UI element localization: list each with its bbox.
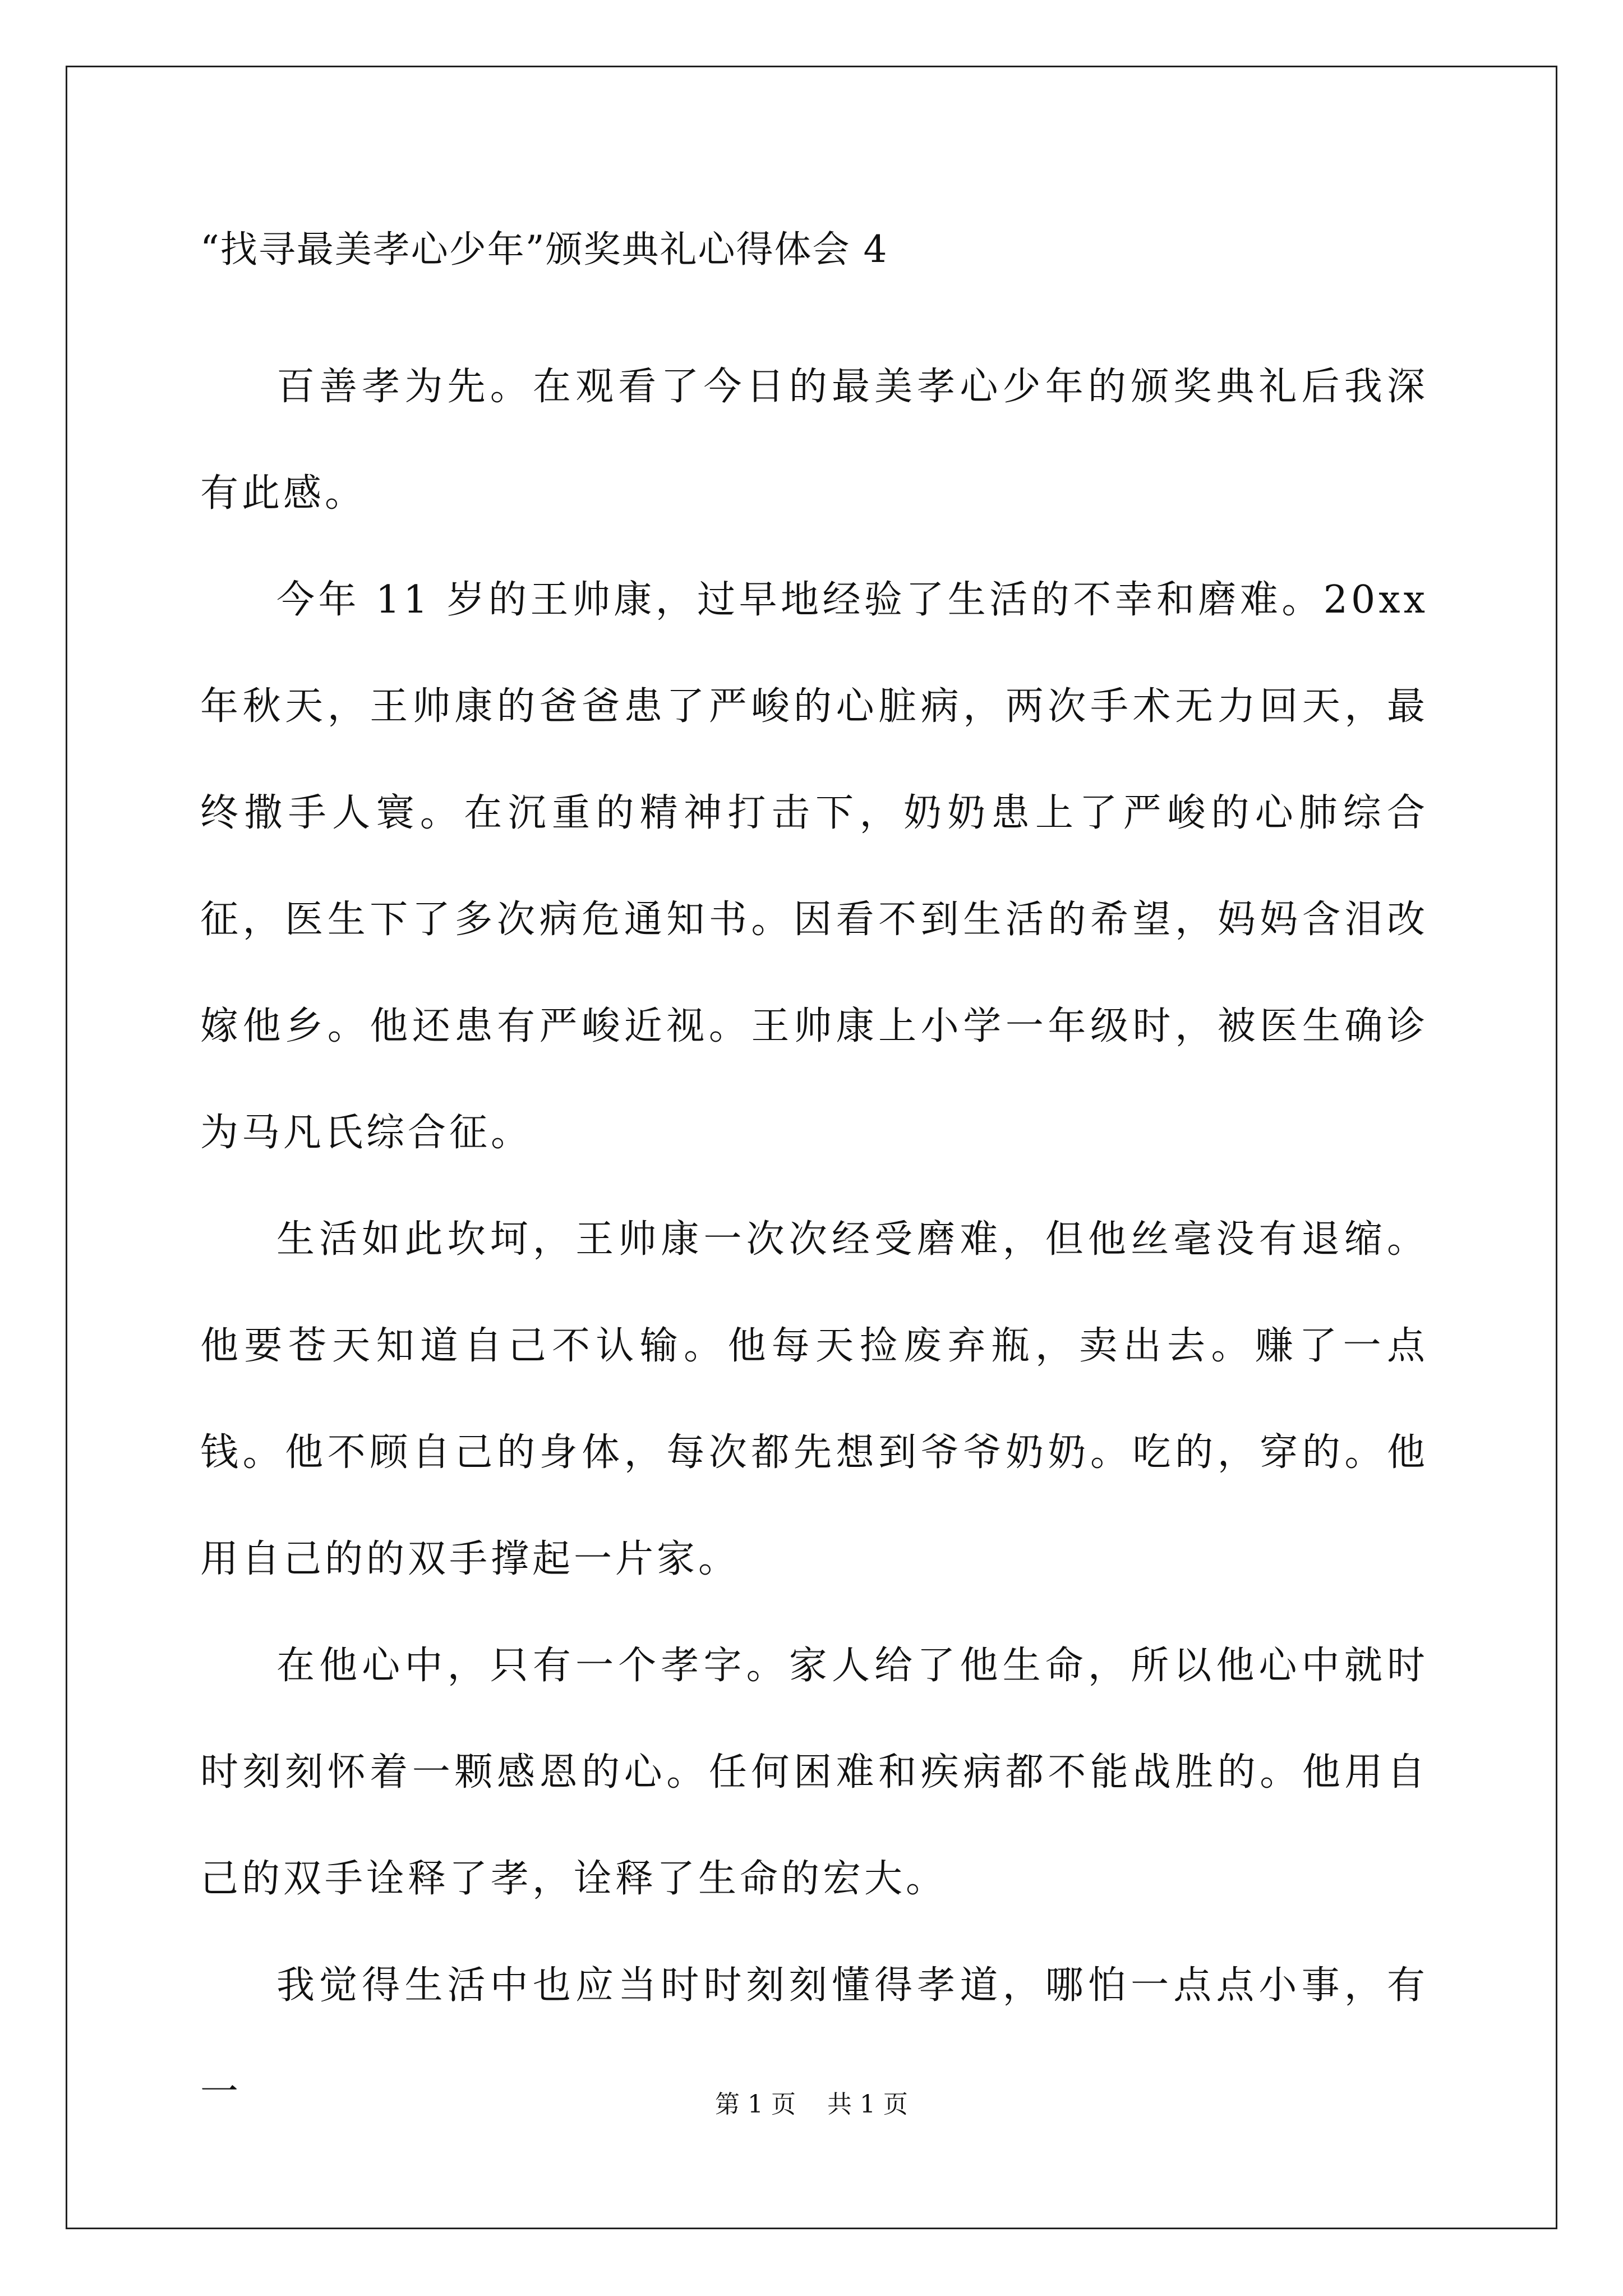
document-body — [200, 334, 1428, 2146]
paragraph-2: 今年 11 岁的王帅康，过早地经验了生活的不幸和磨难。20xx 年秋天，王帅康的爸爸患了严峻的心脏病，两次手术无力回天，最终撒手人寰。在沉重的精神打击下，奶奶患上了严峻的心肺综合征，医生下了多次病危通知书。因看不到生活的希望，妈妈含泪改嫁他乡。他还患有严峻近视。王帅康上小学一年级时，被医生确诊为马凡氏综合征。 — [200, 578, 1428, 1155]
paragraph-3: 生活如此坎坷，王帅康一次次经受磨难，但他丝毫没有退缩。他要苍天知道自己不认输。他每天捡废弃瓶，卖出去。赚了一点钱。他不顾自己的身体，每次都先想到爷爷奶奶。吃的，穿的。他用自己的的双手撑起一片家。 — [200, 1217, 1428, 1581]
paragraph-4: 在他心中，只有一个孝字。家人给了他生命，所以他心中就时时刻刻怀着一颗感恩的心。任何困难和疾病都不能战胜的。他用自己的双手诠释了孝，诠释了生命的宏大。 — [200, 1644, 1428, 1901]
page-number-footer: 第 1 页 共 1 页 — [715, 2090, 908, 2119]
document-title: “找寻最美孝心少年”颁奖典礼心得体会 4 — [200, 228, 888, 271]
paragraph-1: 百善孝为先。在观看了今日的最美孝心少年的颁奖典礼后我深有此感。 — [200, 365, 1428, 516]
paragraph-5: 我觉得生活中也应当时时刻刻懂得孝道，哪怕一点点小事，有一 — [200, 1963, 1428, 2114]
